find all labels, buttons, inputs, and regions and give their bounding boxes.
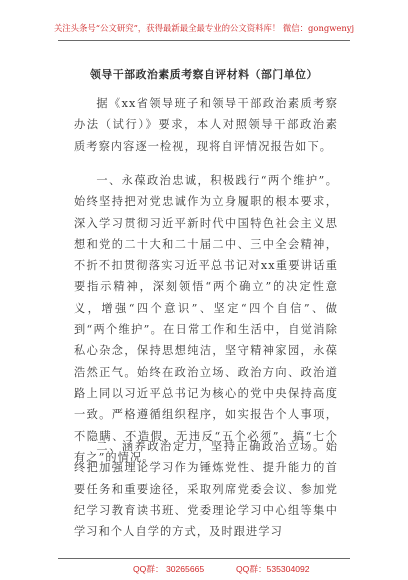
- document-title: 领导干部政治素质考察自评材料（部门单位）: [90, 68, 318, 81]
- section-two-paragraph: 二、涵养政治定力，坚持正确政治立场。始终把加强理论学习作为锤炼党性、提升能力的首要任务和重要途径，采取列席党委会议、参加党纪学习教育读书班、党委理论学习中心组等集中学习和个人自学的方式，及时跟进学习: [74, 440, 338, 539]
- footer-qq-group-1: QQ群： 30265665: [133, 564, 205, 574]
- section-one-paragraph: 一、永葆政治忠诚，积极践行“两个维护”。始终坚持把对党忠诚作为立身履职的根本要求，深入学习贯彻习近平新时代中国特色社会主义思想和党的二十大和二十届二中、三中全会精神，不折不扣贯彻落实习近平总书记对xx重要讲话重要指示精神，深刻领悟“两个确立”的决定性意义，增强“四个意识”、坚定“四个自信”、做到“两个维护”。在日常工作和生活中，自觉消除私心杂念，保持思想纯洁，坚守精神家园，永葆浩然正气。始终在政治立场、政治方向、政治道路上同以习近平总书记为核心的党中央保持高度一致。严格遵循组织程序，如实报告个人事项，不隐瞒、不造假，无违反“五个必须”、搞“七个有之”的情况。: [74, 174, 338, 464]
- footer-qq-group-2: QQ群：535304092: [236, 564, 310, 574]
- intro-paragraph: 据《xx省领导班子和领导干部政治素质考察办法（试行）》要求，本人对照领导干部政治素质考察内容逐一检视，现将自评情况报告如下。: [74, 97, 338, 153]
- header-divider: [58, 40, 350, 41]
- footer-divider: [58, 558, 350, 559]
- header-promo-note: 关注头条号“公文研究”，获得最新最全最专业的公文资料库！ 微信：gongwenyj: [53, 23, 355, 33]
